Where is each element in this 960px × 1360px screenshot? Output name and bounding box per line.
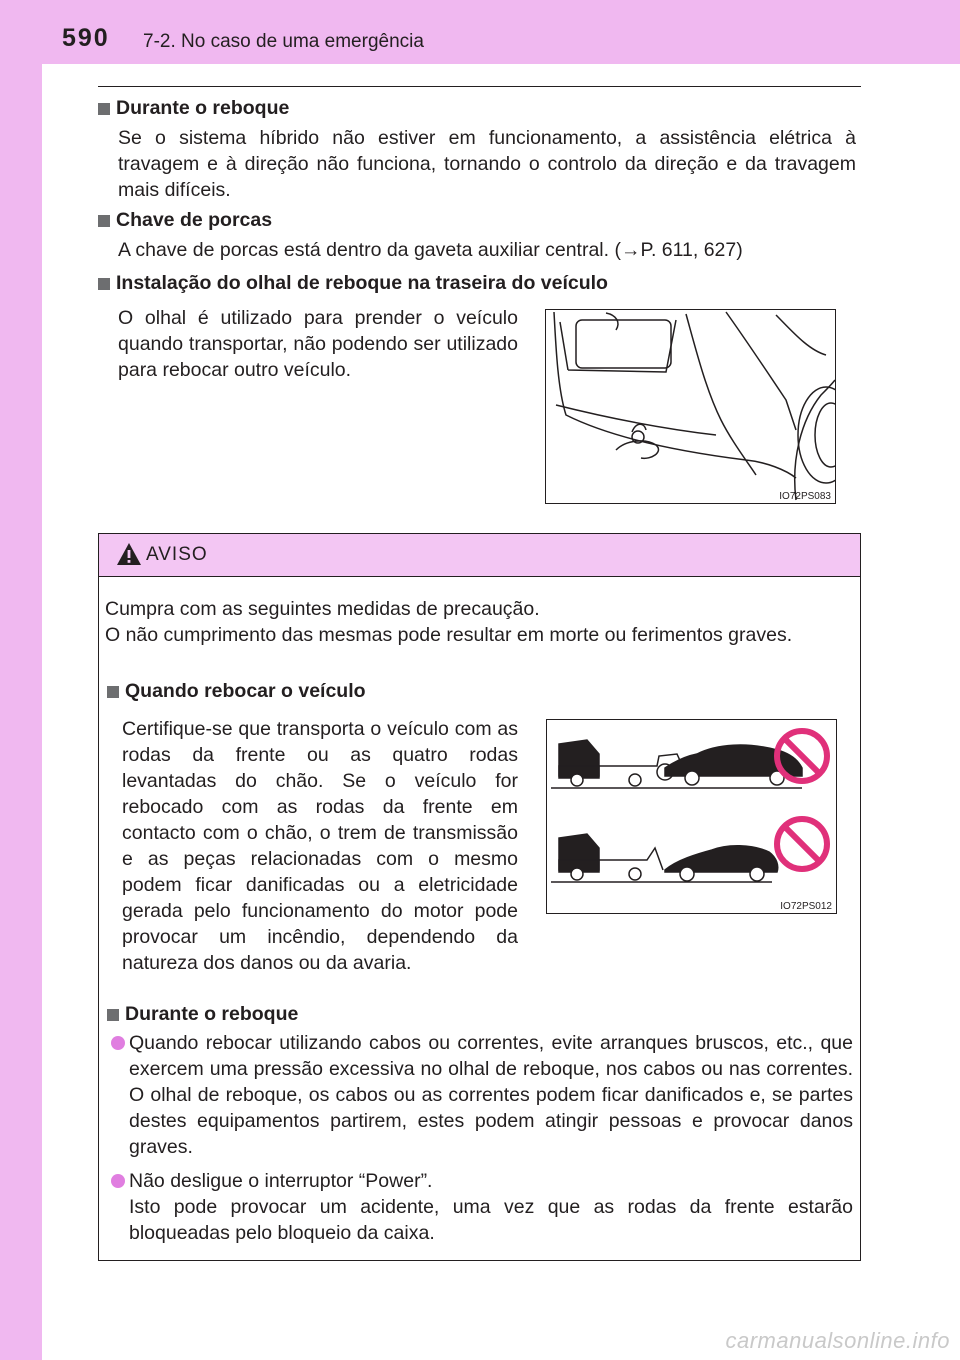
header-rule: [98, 86, 861, 87]
rear-bumper-eyelet-illustration: [546, 310, 835, 503]
wrench-heading: Chave de porcas: [98, 209, 272, 232]
square-bullet-icon: [107, 1009, 119, 1021]
square-bullet-icon: [98, 103, 110, 115]
wrench-paragraph: A chave de porcas está dentro da gaveta auxiliar central. (→P. 611, 627): [118, 239, 743, 261]
when-towing-heading: Quando rebocar o veículo: [107, 680, 366, 703]
figure-code: IO72PS083: [779, 491, 831, 502]
section-title: 7-2. No caso de uma emergência: [143, 31, 424, 52]
round-bullet-icon: [111, 1036, 125, 1050]
during-towing-heading: Durante o reboque: [107, 1003, 298, 1026]
round-bullet-icon: [111, 1174, 125, 1188]
towing-methods-figure: [546, 719, 837, 914]
towing-heading: Durante o reboque: [98, 97, 289, 120]
warning-intro: Cumpra com as seguintes medidas de precaução. O não cumprimento das mesmas pode resultar em morte ou ferimentos graves.: [105, 598, 793, 646]
bullet-item-cables: Quando rebocar utilizando cabos ou correntes, evite arranques bruscos, etc., que exercem uma pressão excessiva no olhal de reboque, nos cabos ou nas correntes. O olhal de reboque, os cabos ou as correntes podem ficar danificados e, se partes destes equipamentos partirem, estes podem atingir pessoas e provocar danos graves.: [111, 1030, 853, 1160]
tow-eyelet-figure: [545, 309, 836, 504]
square-bullet-icon: [107, 686, 119, 698]
eyelet-heading: Instalação do olhal de reboque na traseira do veículo: [98, 272, 608, 295]
warning-header: [99, 534, 860, 577]
side-margin-bar: [0, 0, 42, 1360]
bullet-item-power: Não desligue o interruptor “Power”. Isto pode provocar um acidente, uma vez que as rodas da frente estarão bloqueadas pelo bloqueio da caixa.: [111, 1168, 853, 1246]
warning-box: [98, 533, 861, 1261]
eyelet-paragraph: O olhal é utilizado para prender o veículo quando transportar, não podendo ser utilizado para rebocar outro veículo.: [118, 307, 518, 381]
warning-title: AVISO: [146, 544, 208, 565]
tow-truck-prohibited-illustration: [547, 720, 836, 913]
figure-code: IO72PS012: [780, 901, 832, 912]
footer-watermark: carmanualsonline.info: [725, 1328, 950, 1353]
prohibition-icon: [777, 731, 827, 869]
page-number: 590: [62, 24, 110, 52]
towing-paragraph: Se o sistema híbrido não estiver em funcionamento, a assistência elétrica à travagem e à direção não funciona, tornando o controlo da direção e da travagem mais difíceis.: [118, 127, 856, 201]
when-towing-paragraph: Certifique-se que transporta o veículo com as rodas da frente ou as quatro rodas levantadas do chão. Se o veículo for rebocado com as rodas da frente em contacto com o chão, o trem de transmissão e as peças relacionadas com o mesmo podem ficar danificadas ou a eletricidade gerada pelo funcionamento do motor pode provocar um incêndio, dependendo da natureza dos danos ou da avaria.: [122, 718, 518, 974]
square-bullet-icon: [98, 278, 110, 290]
square-bullet-icon: [98, 215, 110, 227]
warning-triangle-icon: [116, 542, 142, 566]
